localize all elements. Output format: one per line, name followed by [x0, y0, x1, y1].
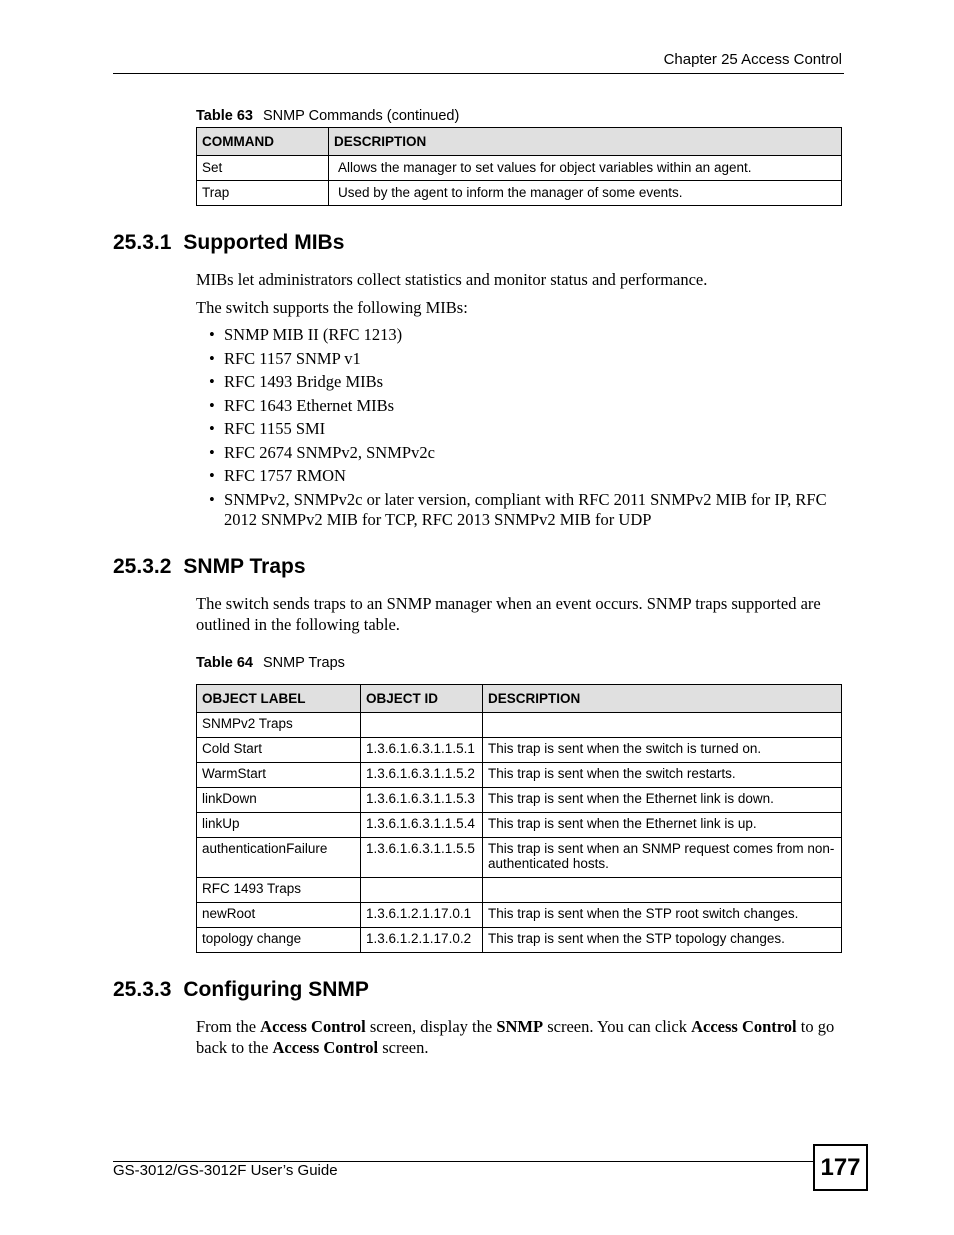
- section-heading-supported-mibs: [113, 231, 344, 255]
- section-title: SNMP Traps: [183, 555, 306, 578]
- text: screen. You can click: [543, 1017, 692, 1036]
- section-title: Supported MIBs: [183, 231, 345, 254]
- table-cell: This trap is sent when the switch restarts.: [483, 763, 842, 788]
- table64-title: SNMP Traps: [262, 655, 345, 671]
- table-cell: This trap is sent when the Ethernet link is down.: [483, 788, 842, 813]
- table-row: [197, 713, 842, 738]
- table-cell: newRoot: [197, 903, 361, 928]
- text: screen.: [378, 1038, 429, 1057]
- list-item: • RFC 1757 RMON: [204, 466, 844, 486]
- ui-term-snmp: SNMP: [496, 1017, 544, 1036]
- table64-label: Table 64: [196, 655, 253, 671]
- table-row: [197, 878, 842, 903]
- section-heading-snmp-traps: [113, 555, 306, 579]
- list-item: • RFC 2674 SNMPv2, SNMPv2c: [204, 443, 844, 463]
- table-cell: 1.3.6.1.6.3.1.1.5.5: [361, 838, 483, 878]
- table-cell: Allows the manager to set values for object variables within an agent.: [329, 156, 842, 181]
- table-row: [197, 763, 842, 788]
- table63: [196, 127, 842, 206]
- paragraph: The switch sends traps to an SNMP manager when an event occurs. SNMP traps supported are outlined in the following table.: [196, 594, 821, 634]
- table-cell: Set: [197, 156, 329, 181]
- table-cell: 1.3.6.1.6.3.1.1.5.1: [361, 738, 483, 763]
- section-title: Configuring SNMP: [183, 978, 369, 1001]
- table-cell: linkDown: [197, 788, 361, 813]
- table-cell: 1.3.6.1.2.1.17.0.1: [361, 903, 483, 928]
- list-item: • SNMPv2, SNMPv2c or later version, compliant with RFC 2011 SNMPv2 MIB for IP, RFC 2012 SNMPv2 MIB for TCP, RFC 2013 SNMPv2 MIB for UDP: [204, 490, 844, 530]
- mib-list: [204, 325, 844, 533]
- guide-title: GS-3012/GS-3012F User’s Guide: [113, 1162, 338, 1179]
- table-cell: SNMPv2 Traps: [197, 713, 361, 738]
- table64: [196, 684, 842, 953]
- table-row: [197, 156, 842, 181]
- list-item: • SNMP MIB II (RFC 1213): [204, 325, 844, 345]
- table64-header-description: DESCRIPTION: [483, 685, 842, 713]
- table-row: [197, 181, 842, 206]
- table-row: [197, 813, 842, 838]
- table-row: [197, 903, 842, 928]
- ui-term-access-control: Access Control: [691, 1017, 797, 1036]
- table63-header-command: COMMAND: [197, 128, 329, 156]
- table-cell: This trap is sent when the STP topology changes.: [483, 928, 842, 953]
- table-row: [197, 788, 842, 813]
- table-cell: Trap: [197, 181, 329, 206]
- table64-header-object-id: OBJECT ID: [361, 685, 483, 713]
- table-cell: 1.3.6.1.6.3.1.1.5.3: [361, 788, 483, 813]
- paragraph: [196, 1016, 844, 1058]
- list-item: • RFC 1157 SNMP v1: [204, 349, 844, 369]
- section-number: 25.3.1: [113, 231, 172, 254]
- table63-title: SNMP Commands (continued): [262, 108, 460, 124]
- table-cell: 1.3.6.1.6.3.1.1.5.4: [361, 813, 483, 838]
- table-cell: Cold Start: [197, 738, 361, 763]
- table-cell: This trap is sent when the Ethernet link is up.: [483, 813, 842, 838]
- ui-term-access-control: Access Control: [260, 1017, 366, 1036]
- list-item: • RFC 1493 Bridge MIBs: [204, 372, 844, 392]
- section-number: 25.3.2: [113, 555, 172, 578]
- table-cell: This trap is sent when the switch is turned on.: [483, 738, 842, 763]
- text: From the: [196, 1017, 261, 1036]
- table-row: [197, 928, 842, 953]
- table64-header-object-label: OBJECT LABEL: [197, 685, 361, 713]
- paragraph: The switch supports the following MIBs:: [196, 298, 468, 317]
- table-cell: topology change: [197, 928, 361, 953]
- text: screen, display the: [365, 1017, 497, 1036]
- table-cell: [483, 713, 842, 738]
- table63-label: Table 63: [196, 108, 253, 124]
- table-cell: Used by the agent to inform the manager of some events.: [329, 181, 842, 206]
- paragraph: MIBs let administrators collect statistics and monitor status and performance.: [196, 270, 708, 289]
- page-number: 177: [813, 1144, 868, 1191]
- table64-caption: [196, 655, 345, 671]
- table-row: [197, 838, 842, 878]
- table63-caption: [196, 108, 459, 124]
- table-cell: authenticationFailure: [197, 838, 361, 878]
- section-heading-configuring-snmp: [113, 978, 369, 1002]
- section-number: 25.3.3: [113, 978, 172, 1001]
- table-cell: RFC 1493 Traps: [197, 878, 361, 903]
- text: to go back to the: [196, 1017, 835, 1057]
- table-cell: 1.3.6.1.2.1.17.0.2: [361, 928, 483, 953]
- table-cell: This trap is sent when an SNMP request comes from non-authenticated hosts.: [483, 838, 842, 878]
- ui-term-access-control: Access Control: [272, 1038, 379, 1057]
- table-cell: [483, 878, 842, 903]
- list-item: • RFC 1155 SMI: [204, 419, 844, 439]
- table-cell: linkUp: [197, 813, 361, 838]
- table-cell: This trap is sent when the STP root switch changes.: [483, 903, 842, 928]
- table-cell: [361, 878, 483, 903]
- table63-header-description: DESCRIPTION: [329, 128, 842, 156]
- chapter-header: Chapter 25 Access Control: [663, 51, 842, 68]
- table-cell: [361, 713, 483, 738]
- table-row: [197, 738, 842, 763]
- header-rule: [113, 73, 844, 74]
- table-cell: 1.3.6.1.6.3.1.1.5.2: [361, 763, 483, 788]
- list-item: • RFC 1643 Ethernet MIBs: [204, 396, 844, 416]
- table-cell: WarmStart: [197, 763, 361, 788]
